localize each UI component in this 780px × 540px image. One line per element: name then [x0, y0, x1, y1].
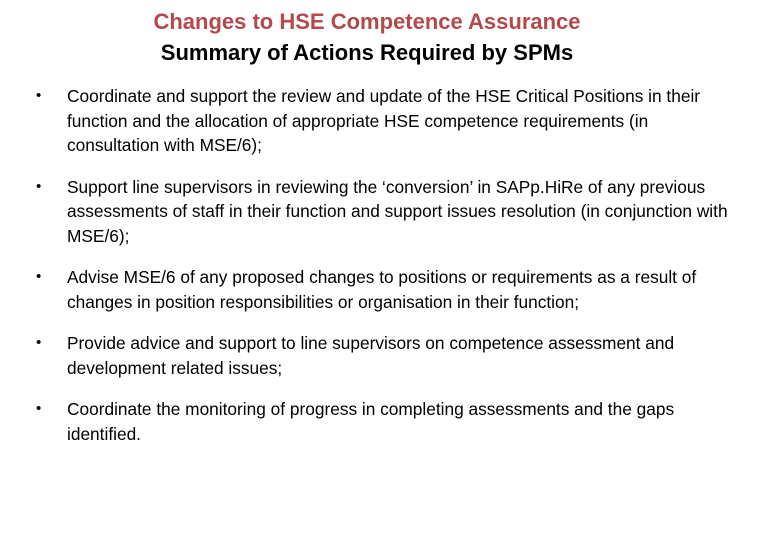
title-line-1: Changes to HSE Competence Assurance: [153, 9, 581, 34]
bullet-list: [36, 84, 736, 463]
bullet-item: [36, 265, 736, 314]
bullet-text: Coordinate and support the review and update of the HSE Critical Positions in their function and the allocation of appropriate HSE competence requirements (in consultation with MSE/6);: [67, 86, 701, 155]
slide-title: [0, 6, 734, 68]
bullet-marker: •: [36, 87, 42, 104]
bullet-marker: •: [36, 268, 42, 285]
bullet-marker: •: [36, 334, 42, 351]
bullet-text: Support line supervisors in reviewing the ‘conversion’ in SAPp.HiRe of any previous assessments of staff in their function and support issues resolution (in conjunction with MSE/6);: [67, 176, 728, 246]
bullet-item: [36, 397, 736, 446]
bullet-item: [36, 175, 736, 249]
bullet-item: [36, 84, 736, 158]
bullet-text: Provide advice and support to line supervisors on competence assessment and development related issues;: [67, 333, 675, 378]
bullet-item: [36, 331, 736, 380]
bullet-marker: •: [36, 400, 42, 417]
bullet-text: Advise MSE/6 of any proposed changes to positions or requirements as a result of changes in position responsibilities or organisation in their function;: [67, 267, 697, 312]
title-line-2: Summary of Actions Required by SPMs: [160, 40, 574, 65]
bullet-text: Coordinate the monitoring of progress in completing assessments and the gaps identified.: [67, 399, 675, 444]
bullet-marker: •: [36, 177, 42, 195]
